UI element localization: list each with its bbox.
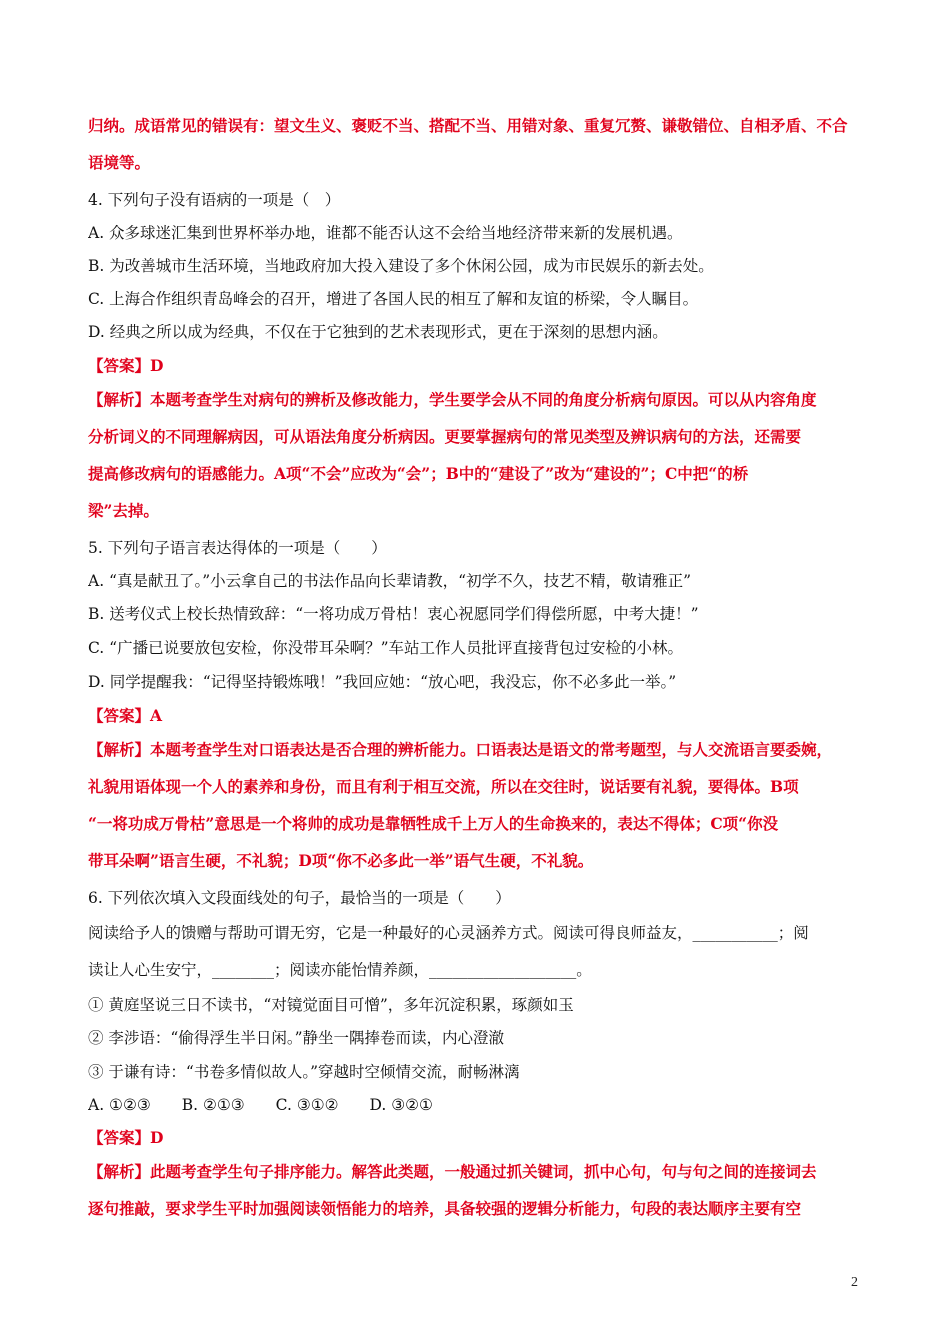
question-text-line: A. ①②③ B. ②①③ C. ③①② D. ③②① (88, 1096, 433, 1114)
question-text-line: A. 众多球迷汇集到世界杯举办地，谁都不能否认这不会给当地经济带来新的发展机遇。 (88, 224, 683, 242)
answer-text-line: 带耳朵啊”语言生硬，不礼貌；D项“你不必多此一举”语气生硬，不礼貌。 (88, 851, 594, 870)
answer-text-line: 礼貌用语体现一个人的素养和身份，而且有利于相互交流，所以在交往时，说话要有礼貌，要得体。B项 (88, 777, 799, 796)
question-text-line: D. 经典之所以成为经典，不仅在于它独到的艺术表现形式，更在于深刻的思想内涵。 (88, 323, 668, 341)
question-text-line: 4. 下列句子没有语病的一项是（ ） (88, 191, 341, 209)
answer-text-line: 【解析】本题考查学生对病句的辨析及修改能力，学生要学会从不同的角度分析病句原因。可以从内容角度 (88, 390, 817, 409)
answer-text-line: “一将功成万骨枯”意思是一个将帅的成功是靠牺牲成千上万人的生命换来的，表达不得体；C项“你没 (88, 814, 779, 833)
question-text-line: 阅读给予人的馈赠与帮助可谓无穷，它是一种最好的心灵涵养方式。阅读可得良师益友，___________；阅 (88, 924, 809, 942)
answer-text-line: 【答案】D (88, 356, 164, 375)
question-text-line: ① 黄庭坚说三日不读书，“对镜觉面目可憎”，多年沉淀积累，琢颜如玉 (88, 996, 574, 1014)
question-text-line: C. 上海合作组织青岛峰会的召开，增进了各国人民的相互了解和友谊的桥梁，令人瞩目。 (88, 290, 699, 308)
answer-text-line: 【答案】A (88, 706, 163, 725)
question-text-line: 读让人心生安宁，________；阅读亦能怡情养颜，___________________。 (88, 961, 592, 979)
question-text-line: A. “真是献丑了。”小云拿自己的书法作品向长辈请教，“初学不久，技艺不精，敬请雅正” (88, 572, 691, 590)
answer-text-line: 语境等。 (88, 153, 151, 172)
answer-text-line: 【答案】D (88, 1128, 164, 1147)
answer-text-line: 【解析】此题考查学生句子排序能力。解答此类题，一般通过抓关键词，抓中心句，句与句之间的连接词去 (88, 1162, 817, 1181)
answer-text-line: 梁”去掉。 (88, 501, 159, 520)
question-text-line: D. 同学提醒我：“记得坚持锻炼哦！”我回应她：“放心吧，我没忘，你不必多此一举。” (88, 673, 677, 691)
question-text-line: ③ 于谦有诗：“书卷多情似故人。”穿越时空倾情交流，耐畅淋漓 (88, 1063, 520, 1081)
question-text-line: C. “广播已说要放包安检，你没带耳朵啊？”车站工作人员批评直接背包过安检的小林。 (88, 639, 684, 657)
answer-text-line: 逐句推敲，要求学生平时加强阅读领悟能力的培养，具备较强的逻辑分析能力，句段的表达顺序主要有空 (88, 1199, 802, 1218)
answer-text-line: 归纳。成语常见的错误有：望文生义、褒贬不当、搭配不当、用错对象、重复冗赘、谦敬错位、自相矛盾、不合 (88, 116, 848, 135)
question-text-line: 6. 下列依次填入文段面线处的句子，最恰当的一项是（ ） (88, 889, 511, 907)
answer-text-line: 提高修改病句的语感能力。A项“不会”应改为“会”；B中的“建设了”改为“建设的”；C中把“的桥 (88, 464, 749, 483)
question-text-line: B. 送考仪式上校长热情致辞：“一将功成万骨枯！衷心祝愿同学们得偿所愿，中考大捷！” (88, 605, 699, 623)
question-text-line: ② 李涉语：“偷得浮生半日闲。”静坐一隅捧卷而读，内心澄澈 (88, 1029, 505, 1047)
question-text-line: B. 为改善城市生活环境，当地政府加大投入建设了多个休闲公园，成为市民娱乐的新去处。 (88, 257, 714, 275)
page-number: 2 (851, 1275, 858, 1290)
answer-text-line: 分析词义的不同理解病因，可从语法角度分析病因。更要掌握病句的常见类型及辨识病句的方法，还需要 (88, 427, 802, 446)
question-text-line: 5. 下列句子语言表达得体的一项是（ ） (88, 539, 387, 557)
answer-text-line: 【解析】本题考查学生对口语表达是否合理的辨析能力。口语表达是语文的常考题型，与人交流语言要委婉， (88, 740, 833, 759)
